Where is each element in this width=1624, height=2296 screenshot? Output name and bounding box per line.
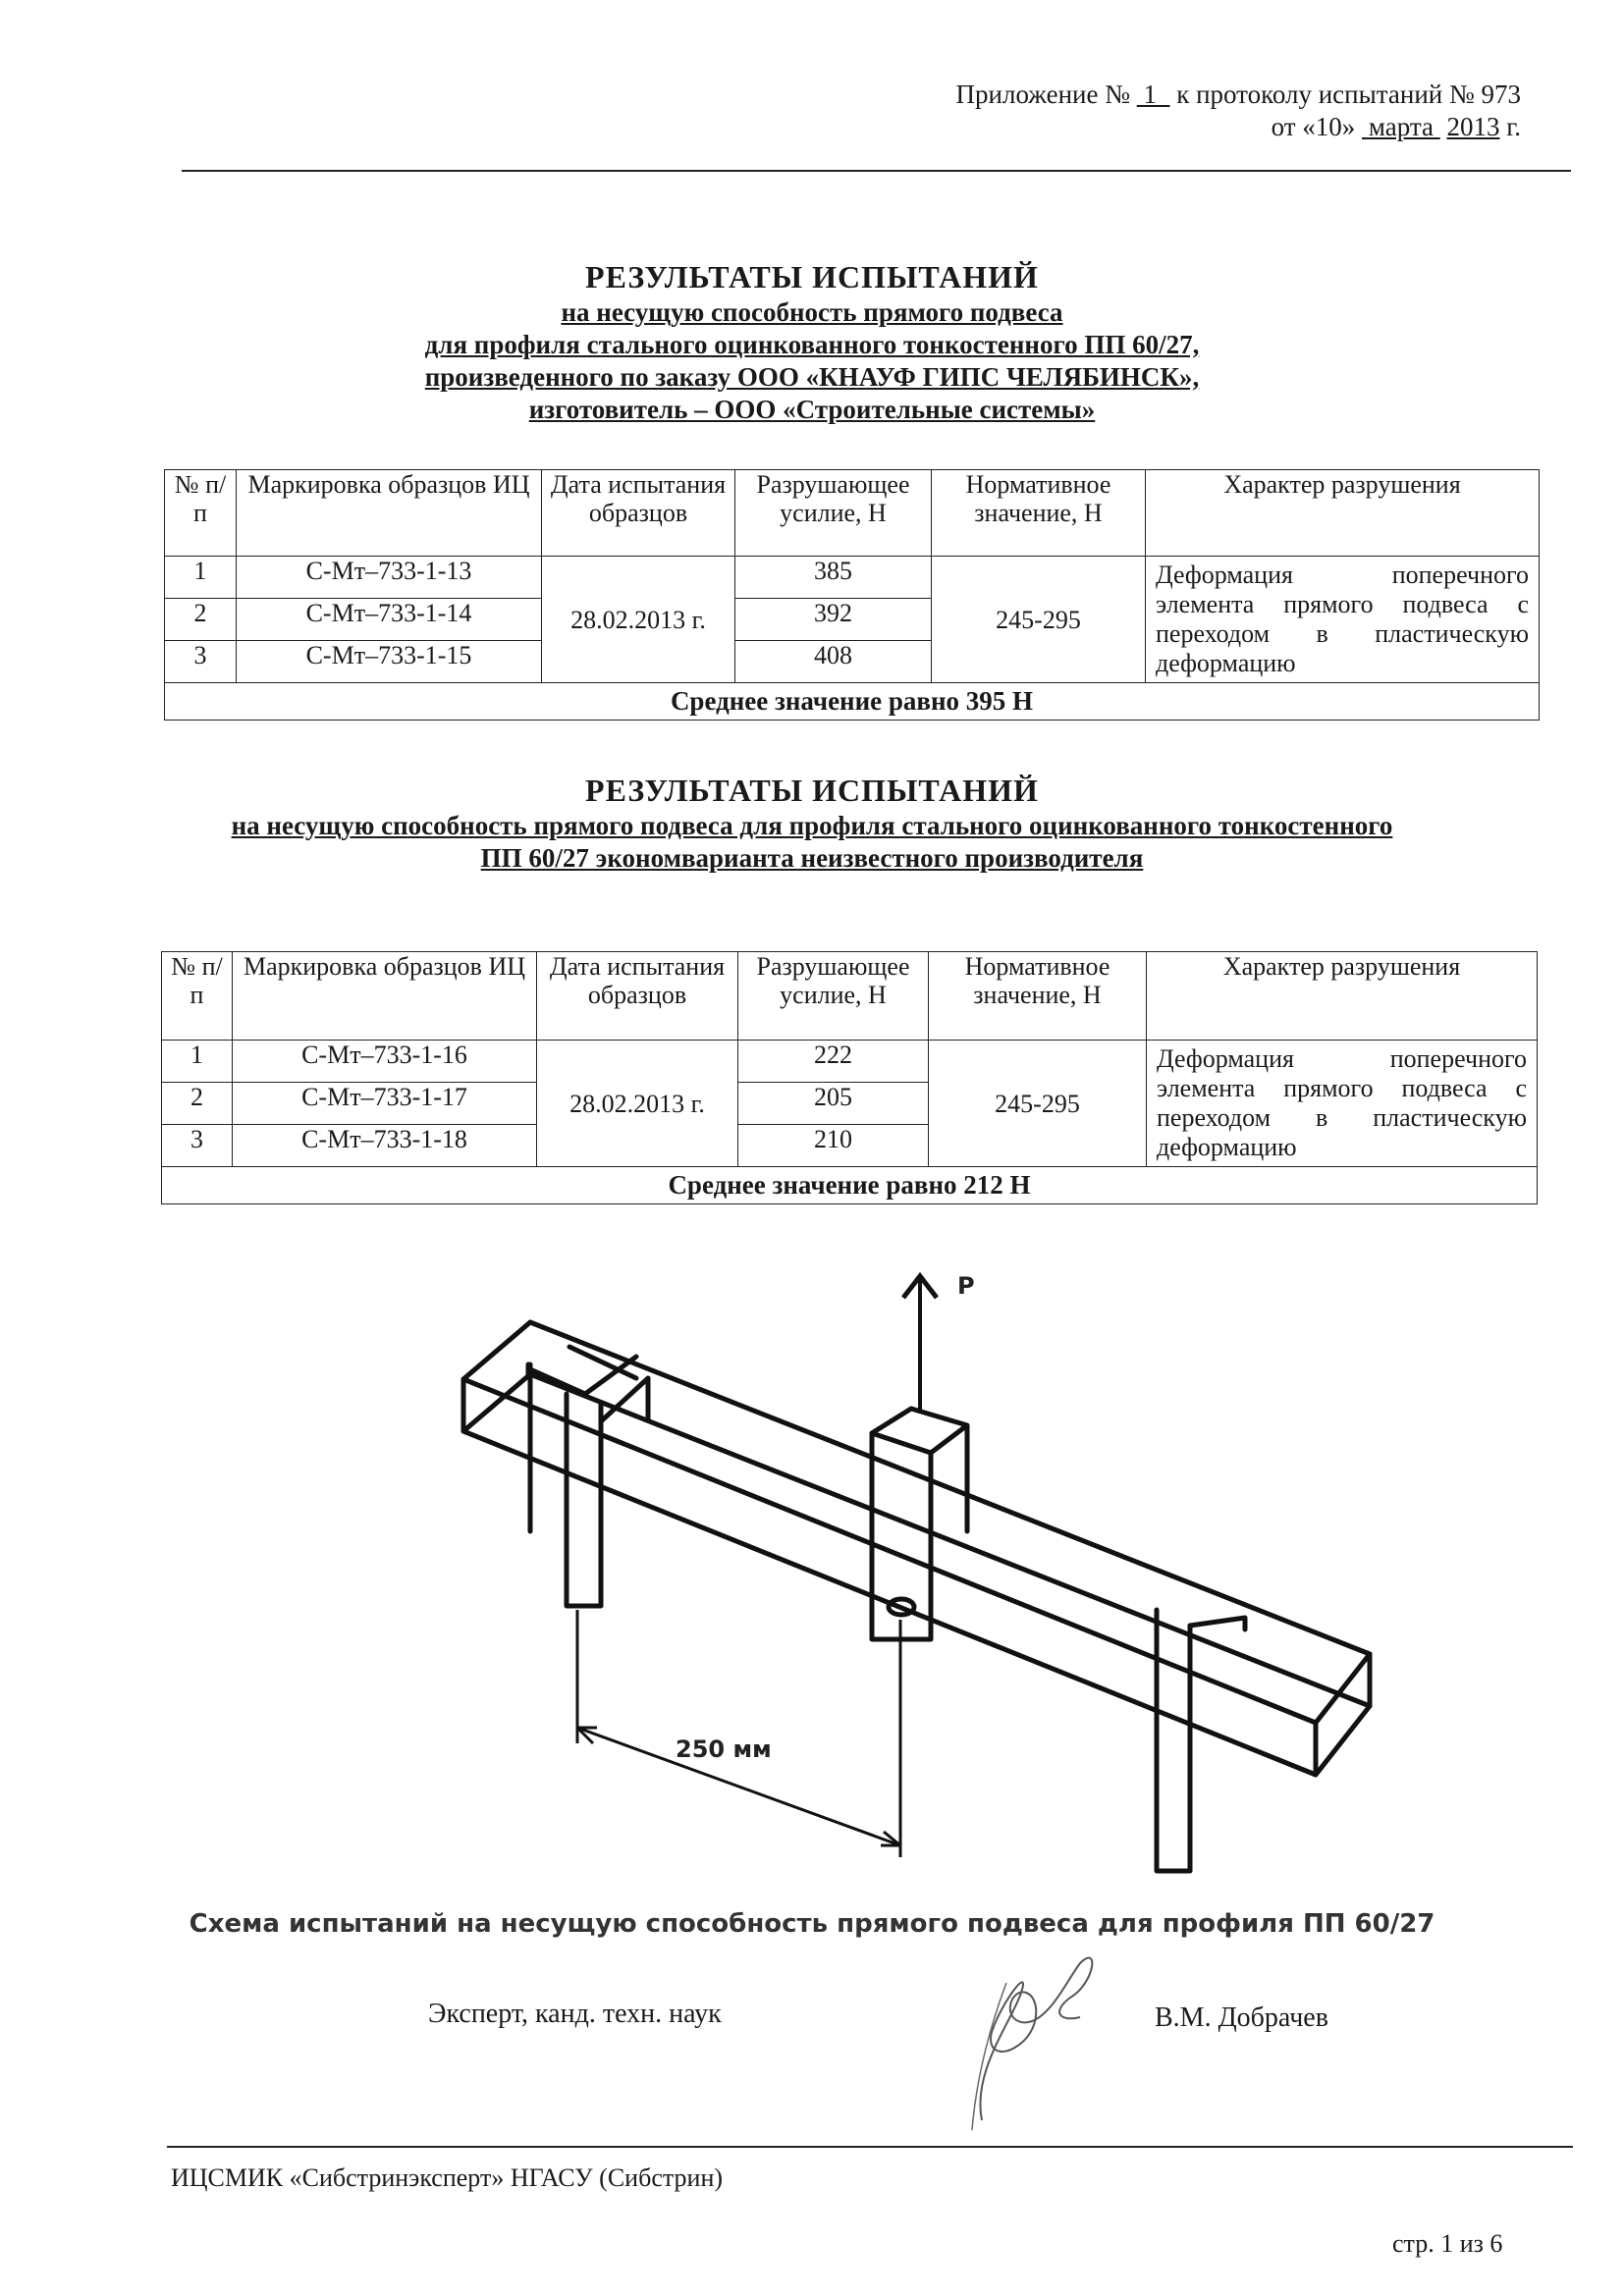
hanger-element — [872, 1409, 967, 1639]
appendix-line-2: от «10» марта 2013 г. — [1271, 112, 1521, 141]
handwritten-signature — [933, 1924, 1159, 2160]
channel-start — [463, 1322, 530, 1379]
organization-name: ИЦСМИК «Сибстринэксперт» НГАСУ (Сибстрин) — [171, 2163, 724, 2192]
table-row: 1 С-Мт–733-1-13 28.02.2013 г. 385 245-295 Деформация поперечного элемента прямого подвеса с переходом в пластическую деформацию — [165, 557, 1540, 599]
force-arrow — [903, 1276, 937, 1414]
section1-subtitle-3: произведенного по заказу ООО «КНАУФ ГИПС ЧЕЛЯБИНСК», — [424, 362, 1200, 392]
channel-rear-wall — [530, 1322, 1370, 1706]
col-header-date: Дата испытания образцов — [537, 952, 738, 1041]
left-support — [528, 1347, 648, 1606]
table-row: 3 С-Мт–733-1-18 210 — [162, 1125, 1538, 1167]
col-header-norm: Нормативное значение, Н — [929, 952, 1147, 1041]
page-number: стр. 1 из 6 — [1392, 2229, 1503, 2258]
section1-subtitle-1: на несущую способность прямого подвеса — [561, 297, 1063, 327]
col-header-no: № п/п — [165, 470, 237, 557]
right-cross-strap — [1190, 1618, 1245, 1629]
protocol-year: 2013 — [1446, 112, 1500, 141]
col-header-no: № п/п — [162, 952, 233, 1041]
col-header-norm: Нормативное значение, Н — [932, 470, 1146, 557]
section2-subtitle-2: ПП 60/27 экономварианта неизвестного производителя — [480, 843, 1144, 873]
col-header-date: Дата испытания образцов — [542, 470, 735, 557]
force-label: P — [957, 1272, 975, 1300]
test-date: 28.02.2013 г. — [542, 557, 735, 683]
scheme-caption: Схема испытаний на несущую способность прямого подвеса для профиля ПП 60/27 — [189, 1909, 1435, 1939]
dimension-label: 250 мм — [676, 1735, 772, 1763]
col-header-failure: Характер разрушения — [1147, 952, 1538, 1041]
norm-value: 245-295 — [932, 557, 1146, 683]
col-header-mark: Маркировка образцов ИЦ — [233, 952, 537, 1041]
average-value: Среднее значение равно 212 Н — [162, 1167, 1538, 1204]
protocol-month: марта — [1368, 112, 1434, 141]
section1-title: РЕЗУЛЬТАТЫ ИСПЫТАНИЙ — [585, 259, 1039, 294]
expert-name: В.М. Добрачев — [1155, 2002, 1328, 2033]
table-row: 3 С-Мт–733-1-15 408 — [165, 641, 1540, 683]
dimension-line — [577, 1610, 900, 1857]
test-date: 28.02.2013 г. — [537, 1041, 738, 1167]
appendix-line-1: Приложение № 1 к протоколу испытаний № 973 — [955, 80, 1521, 109]
section1-subtitle-2: для профиля стального оцинкованного тонкостенного ПП 60/27, — [424, 330, 1200, 359]
table-row: 1 С-Мт–733-1-16 28.02.2013 г. 222 245-295 Деформация поперечного элемента прямого подвеса с переходом в пластическую деформацию — [162, 1041, 1538, 1083]
col-header-force: Разрушающее усилие, Н — [735, 470, 932, 557]
norm-value: 245-295 — [929, 1041, 1147, 1167]
section1-subtitle-4: изготовитель – ООО «Строительные системы» — [528, 395, 1096, 424]
section2-title: РЕЗУЛЬТАТЫ ИСПЫТАНИЙ — [585, 773, 1039, 808]
failure-description: Деформация поперечного элемента прямого подвеса с переходом в пластическую деформацию — [1147, 1041, 1538, 1167]
average-value: Среднее значение равно 395 Н — [165, 683, 1540, 721]
table-row: 2 С-Мт–733-1-14 392 — [165, 599, 1540, 641]
right-front-leg — [1157, 1610, 1190, 1871]
footer-divider — [167, 2146, 1573, 2148]
col-header-failure: Характер разрушения — [1146, 470, 1540, 557]
table-row: 2 С-Мт–733-1-17 205 — [162, 1083, 1538, 1125]
col-header-mark: Маркировка образцов ИЦ — [237, 470, 542, 557]
col-header-force: Разрушающее усилие, Н — [738, 952, 929, 1041]
section2-subtitle-1: на несущую способность прямого подвеса для профиля стального оцинкованного тонкостенного — [231, 811, 1393, 840]
protocol-number: № 973 — [1448, 80, 1521, 109]
expert-role: Эксперт, канд. техн. наук — [428, 1999, 722, 2029]
appendix-number: 1 — [1143, 80, 1157, 109]
failure-description: Деформация поперечного элемента прямого подвеса с переходом в пластическую деформацию — [1146, 557, 1540, 683]
